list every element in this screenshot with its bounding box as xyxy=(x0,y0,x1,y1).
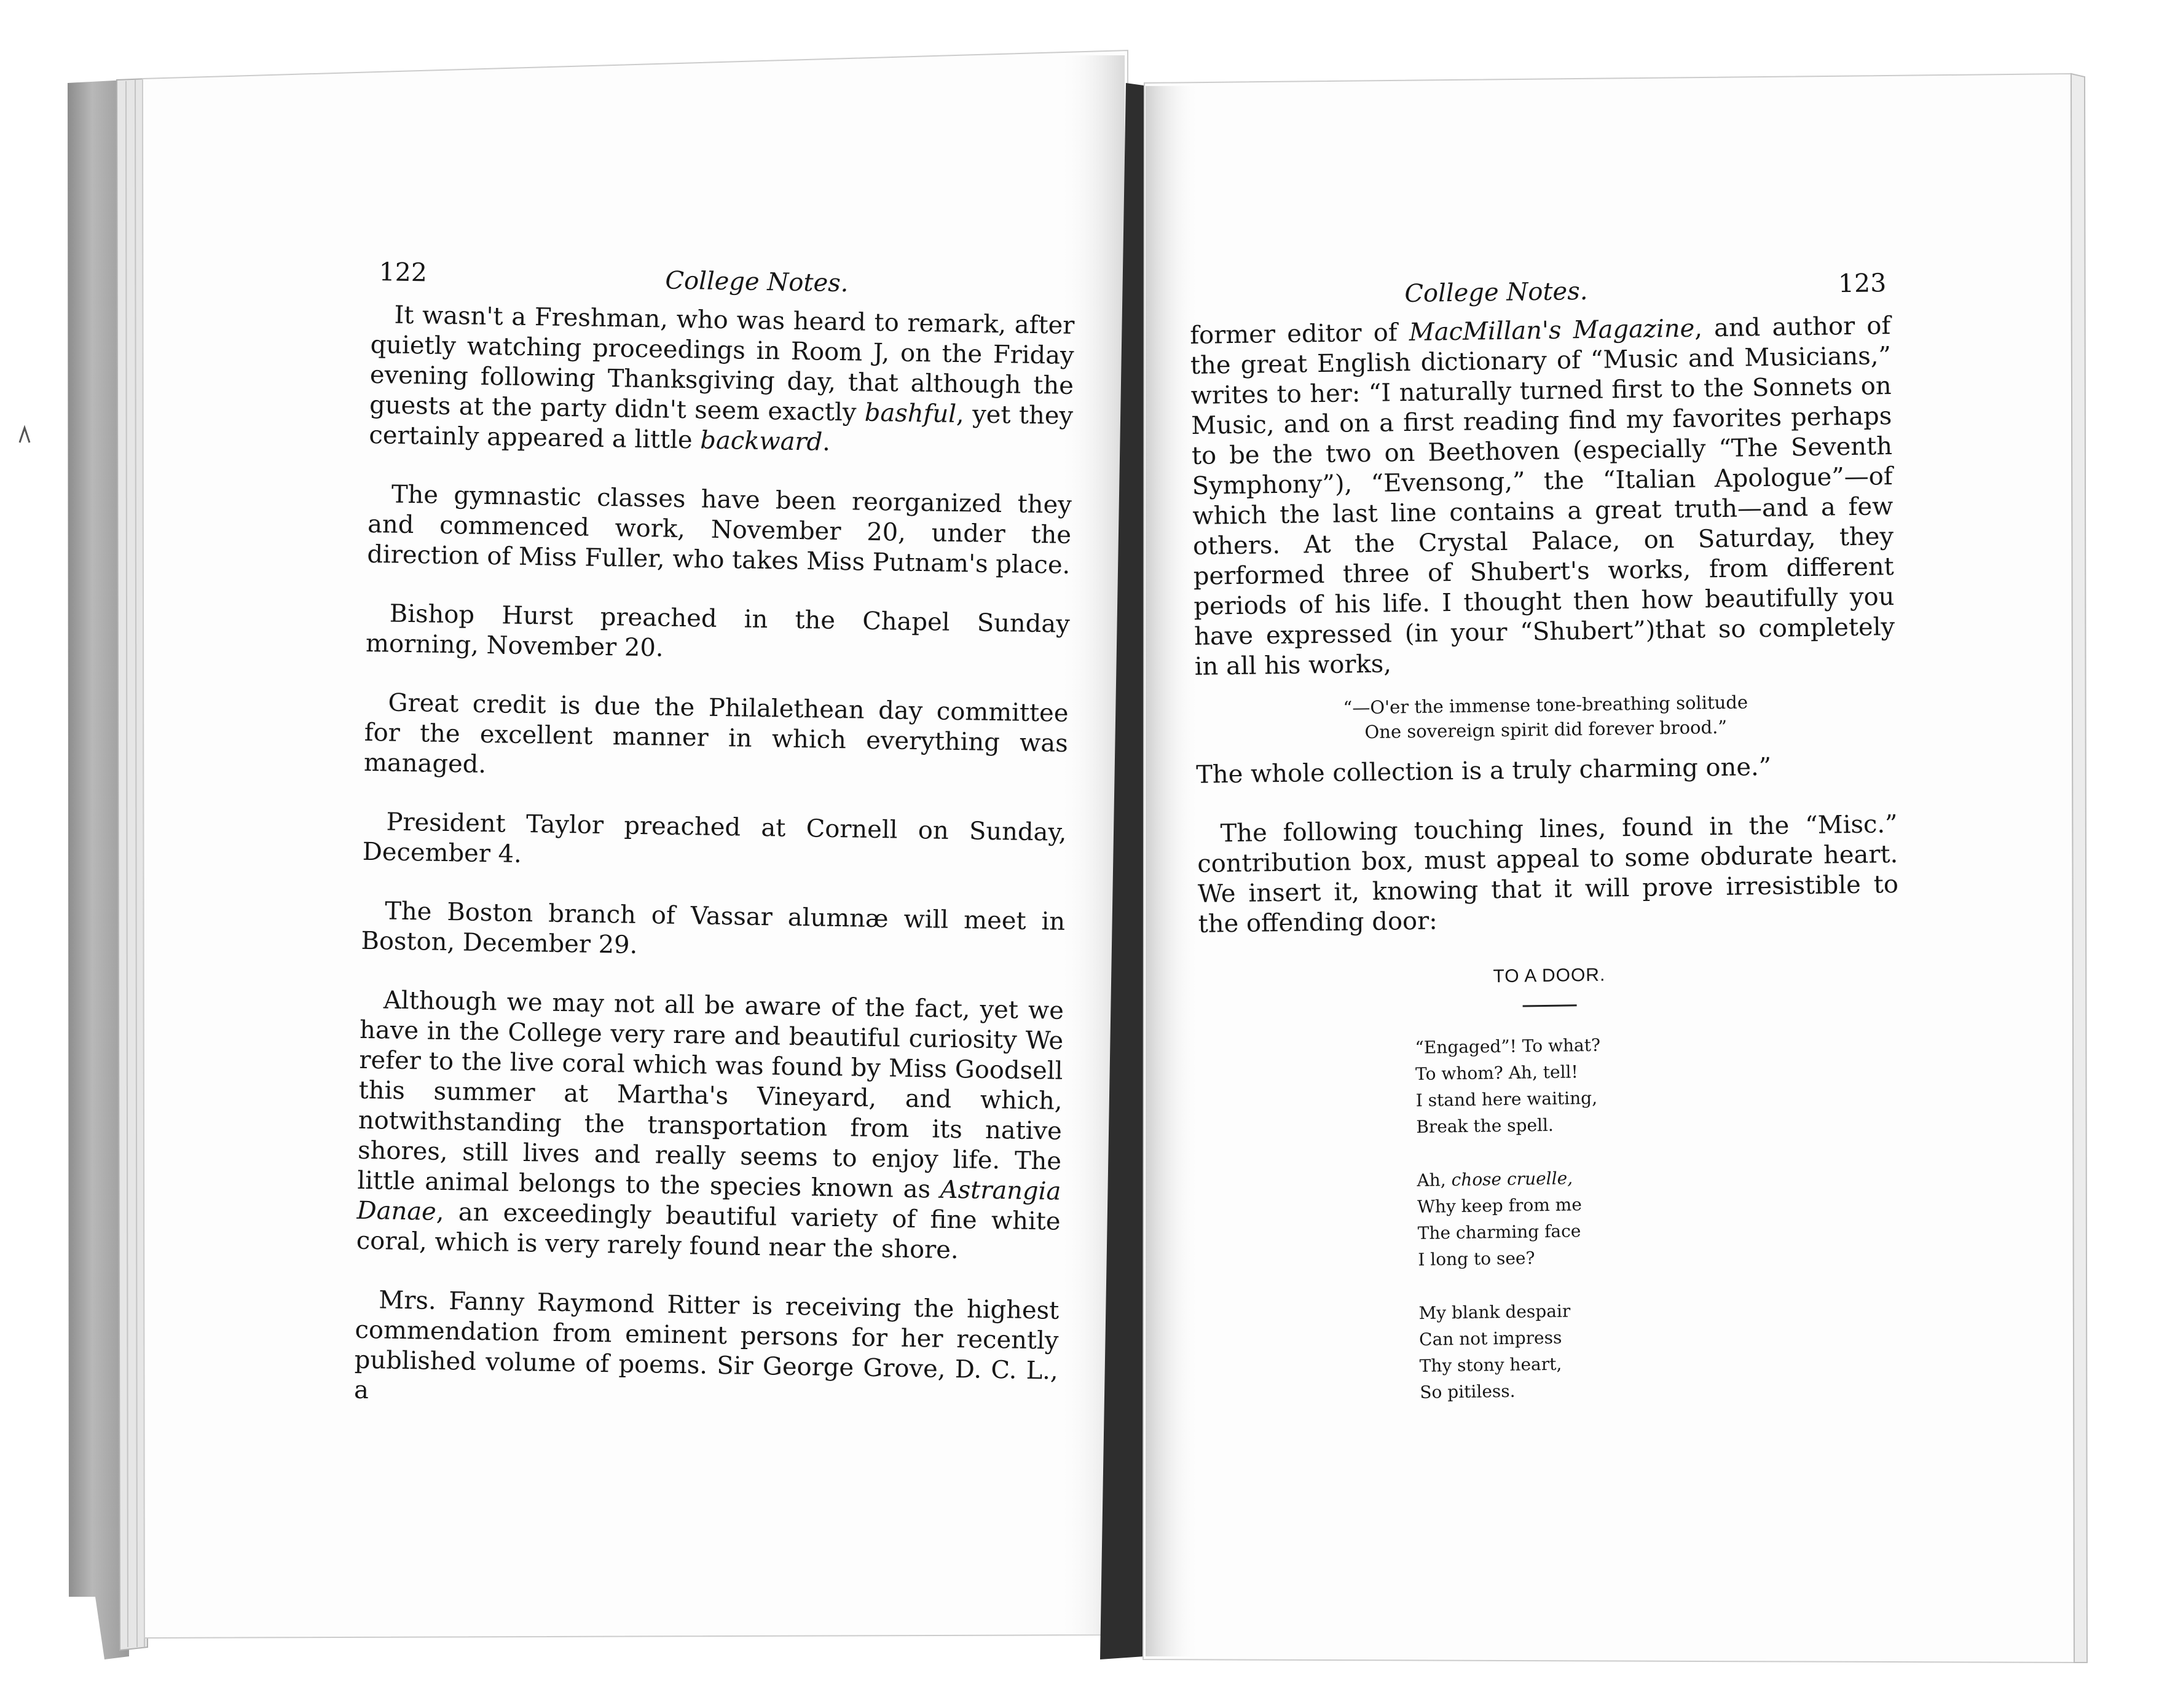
poem-to-a-door xyxy=(1415,1028,1905,1406)
poem-stanza-2 xyxy=(1417,1160,1903,1273)
left-page-text xyxy=(353,257,1076,1446)
note-boston-branch: The Boston branch of Vassar alumnæ will meet in Boston, December 29. xyxy=(361,897,1066,959)
note-live-coral: Although we may not all be aware of the fact, yet we have in the College very rare and beautiful curiosity We refer to the live coral which was found by Miss Goodsell this summer at Martha's Vineyard, and which, notwithstanding the transportation from its native shores, still lives and really seems to enjoy life. The little animal belongs to the species known as Astrangia Danae, an exceedingly beautiful variety of fine white coral, which is very rarely found near the shore. xyxy=(356,986,1064,1265)
note-collection-closing: The whole collection is a truly charming one.” xyxy=(1195,752,1772,789)
right-running-head: College Notes. xyxy=(1404,277,1588,309)
poem-line: To whom? Ah, tell! xyxy=(1415,1061,1578,1084)
right-page-edges xyxy=(2071,74,2087,1663)
poem-line: My blank despair xyxy=(1418,1301,1571,1323)
poem-line: Ah, chose cruelle, xyxy=(1417,1168,1573,1190)
poem-line: Can not impress xyxy=(1418,1327,1562,1350)
poem-title: TO A DOOR. xyxy=(1493,964,1606,987)
poem-line: I stand here waiting, xyxy=(1415,1087,1598,1111)
quote-line: “—O'er the immense tone-breathing solitude xyxy=(1343,691,1748,718)
poem-line: Thy stony heart, xyxy=(1419,1353,1562,1376)
note-freshman: It wasn't a Freshman, who was heard to remark, after quietly watching proceedings in Room J, on the Friday evening following Thanksgiving day, that although the guests at the party didn't seem exactly bashful, yet they certainly appeared a little backward. xyxy=(369,301,1075,457)
left-running-head: College Notes. xyxy=(665,266,849,298)
note-philalethean-day: Great credit is due the Philalethean day committee for the excellent manner in which everything was managed. xyxy=(363,688,1069,779)
right-page-number: 123 xyxy=(1838,268,1887,299)
left-page-number: 122 xyxy=(379,257,428,288)
note-misc-box: The following touching lines, found in the “Misc.” contribution box, must appeal to some obdurate heart. We insert it, knowing that it will prove irresistible to the offending door: xyxy=(1197,809,1899,939)
poem-line: So pitiless. xyxy=(1420,1380,1516,1403)
note-gymnastic-classes: The gymnastic classes have been reorganized they and commenced work, November 20, under the direction of Miss Fuller, who takes Miss Putnam's place. xyxy=(367,480,1072,580)
note-grove-letter: former editor of MacMillan's Magazine, and author of the great English dictionary of “Music and Musicians,” writes to her: “I naturally turned first to the Sonnets on Music, and on a first reading find my favorites perhaps to be the two on Beethoven (especially “The Seventh Symphony”), “Evensong,” the “Italian Apologue”—of which the last line contains a great truth—and a few others. At the Crystal Palace, on Saturday, they performed three of Shubert's works, from different periods of his life. I thought then how beautifully you have expressed (in your “Shubert”)that so completely in all his works, xyxy=(1189,312,1895,681)
poem-line: Why keep from me xyxy=(1417,1194,1582,1217)
poem-line: Break the spell. xyxy=(1416,1114,1554,1137)
margin-mark xyxy=(20,428,29,443)
poem-line: I long to see? xyxy=(1418,1248,1535,1270)
note-bishop-hurst: Bishop Hurst preached in the Chapel Sunday morning, November 20. xyxy=(365,599,1071,663)
poem-stanza-3 xyxy=(1418,1293,1905,1406)
poem-rule xyxy=(1523,1004,1577,1007)
poem-line: “Engaged”! To what? xyxy=(1415,1034,1601,1058)
quote-line: One sovereign spirit did forever brood.” xyxy=(1364,716,1728,743)
shubert-quote xyxy=(1195,688,1897,747)
right-page-text xyxy=(1189,268,1906,1436)
poem-line: The charming face xyxy=(1417,1221,1581,1243)
poem-stanza-1 xyxy=(1415,1028,1901,1140)
note-fanny-ritter: Mrs. Fanny Raymond Ritter is receiving the highest commendation from eminent persons for her recently published volume of poems. Sir George Grove, D. C. L., a xyxy=(353,1286,1060,1405)
note-president-taylor: President Taylor preached at Cornell on Sunday, December 4. xyxy=(362,808,1067,868)
